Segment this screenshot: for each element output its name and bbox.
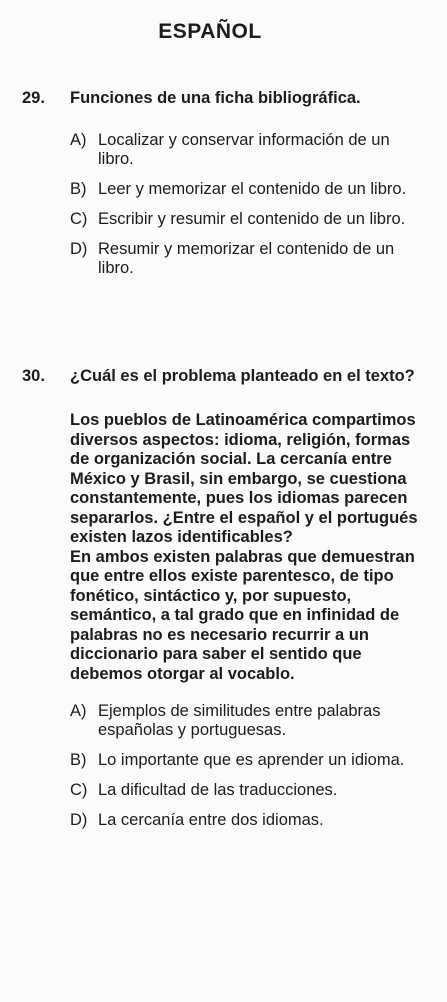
option-text: Leer y memorizar el contenido de un libro. (98, 180, 407, 198)
option-text: Lo importante que es aprender un idioma. (98, 751, 405, 769)
page-title: ESPAÑOL (158, 20, 262, 43)
option-text: Escribir y resumir el contenido de un libro. (98, 210, 406, 228)
option-a[interactable] (70, 131, 422, 169)
options-list (70, 131, 422, 278)
reading-passage (70, 411, 422, 684)
option-letter: C) (70, 210, 88, 228)
question-prompt: Funciones de una ficha bibliográfica. (70, 89, 361, 107)
option-text: La cercanía entre dos idiomas. (98, 811, 324, 829)
option-letter: A) (70, 702, 87, 720)
question-number: 29. (22, 89, 45, 107)
option-a[interactable] (70, 702, 422, 740)
question-number: 30. (22, 367, 45, 385)
option-d[interactable] (70, 240, 422, 278)
option-text: Resumir y memorizar el contenido de un libro. (98, 240, 395, 277)
option-letter: C) (70, 781, 88, 799)
option-letter: A) (70, 131, 87, 149)
option-c[interactable] (70, 210, 422, 229)
option-b[interactable] (70, 180, 422, 199)
option-letter: B) (70, 751, 87, 769)
option-text: Ejemplos de similitudes entre palabras españolas y portuguesas. (98, 702, 381, 739)
option-b[interactable] (70, 751, 422, 770)
passage-paragraph: En ambos existen palabras que demuestran que entre ellos existe parentesco, de tipo fonético, sintáctico y, por supuesto, semántico, a tal grado que en infinidad de palabras no es necesario recurrir a un diccionario para saber el sentido que debemos otorgar al vocablo. (70, 547, 415, 683)
option-letter: D) (70, 811, 88, 829)
passage-paragraph: Los pueblos de Latinoamérica compartimos diversos aspectos: idioma, religión, formas de organización social. La cercanía entre México y Brasil, sin embargo, se cuestiona constantemente, pues los idiomas parecen separarlos. ¿Entre el español y el portugués existen lazos identificables? (70, 411, 418, 546)
option-d[interactable] (70, 811, 422, 830)
options-list (70, 702, 422, 830)
option-text: La dificultad de las traducciones. (98, 781, 338, 799)
option-letter: B) (70, 180, 87, 198)
question-30 (22, 366, 422, 841)
question-29 (22, 88, 422, 289)
option-letter: D) (70, 240, 88, 258)
option-text: Localizar y conservar información de un libro. (98, 131, 390, 168)
question-prompt: ¿Cuál es el problema planteado en el texto? (70, 367, 415, 385)
option-c[interactable] (70, 781, 422, 800)
